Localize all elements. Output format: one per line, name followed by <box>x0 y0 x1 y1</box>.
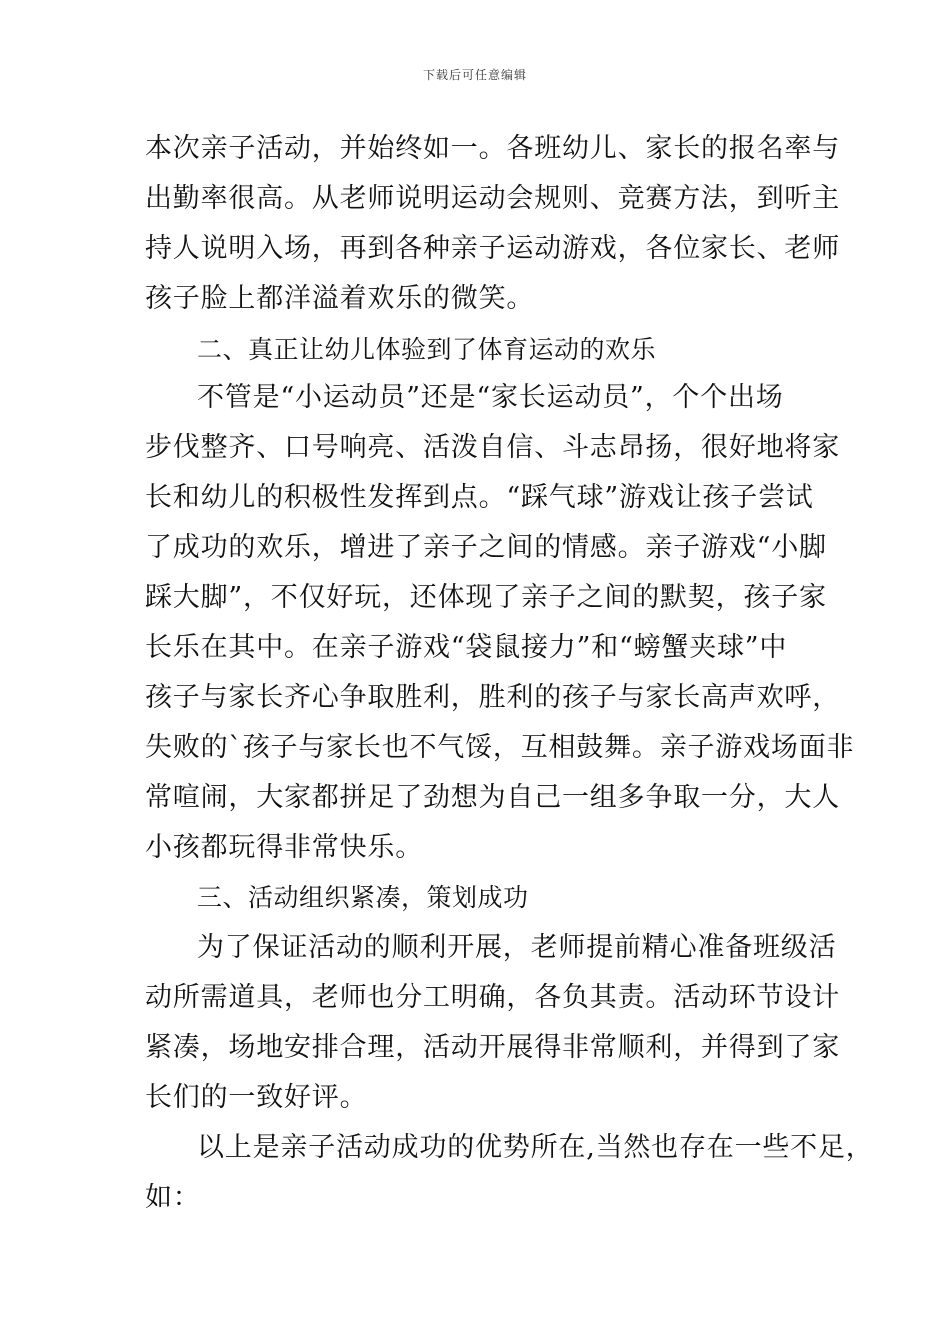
paragraph-line: 小孩都玩得非常快乐。 <box>145 832 423 863</box>
paragraph-line: 孩子与家长齐心争取胜利，胜利的孩子与家长高声欢呼， <box>145 682 840 713</box>
paragraph-line: 不管是“小运动员”还是“家长运动员”，个个出场 <box>197 382 784 413</box>
paragraph-line: 如： <box>145 1182 201 1213</box>
paragraph-line: 踩大脚”，不仅好玩，还体现了亲子之间的默契，孩子家 <box>145 582 827 613</box>
paragraph-line: 以上是亲子活动成功的优势所在,当然也存在一些不足， <box>197 1132 874 1163</box>
paragraph-line: 本次亲子活动，并始终如一。各班幼儿、家长的报名率与 <box>145 133 840 164</box>
paragraph-line: 持人说明入场，再到各种亲子运动游戏，各位家长、老师 <box>145 233 840 264</box>
paragraph-line: 长乐在其中。在亲子游戏“袋鼠接力”和“螃蟹夹球”中 <box>145 632 788 663</box>
section-heading: 三、活动组织紧凑，策划成功 <box>197 883 529 912</box>
paragraph-line: 步伐整齐、口号响亮、活泼自信、斗志昂扬，很好地将家 <box>145 432 840 463</box>
paragraph-line: 为了保证活动的顺利开展，老师提前精心准备班级活 <box>197 932 837 963</box>
paragraph-line: 长们的一致好评。 <box>145 1082 368 1113</box>
paragraph-line: 出勤率很高。从老师说明运动会规则、竞赛方法，到听主 <box>145 183 840 214</box>
paragraph-line: 长和幼儿的积极性发挥到点。“踩气球”游戏让孩子尝试 <box>145 482 814 513</box>
paragraph-line: 孩子脸上都洋溢着欢乐的微笑。 <box>145 283 535 314</box>
page-header: 下载后可任意编辑 <box>422 68 527 82</box>
paragraph-line: 常喧闹，大家都拼足了劲想为自己一组多争取一分，大人 <box>145 782 840 813</box>
paragraph-line: 紧凑，场地安排合理，活动开展得非常顺利，并得到了家 <box>145 1032 840 1063</box>
paragraph-line: 了成功的欢乐，增进了亲子之间的情感。亲子游戏“小脚 <box>145 532 827 563</box>
section-heading: 二、真正让幼儿体验到了体育运动的欢乐 <box>197 335 657 364</box>
paragraph-line: 动所需道具，老师也分工明确，各负其责。活动环节设计 <box>145 982 840 1013</box>
paragraph-line: 失败的`孩子与家长也不气馁，互相鼓舞。亲子游戏场面非 <box>145 732 855 763</box>
